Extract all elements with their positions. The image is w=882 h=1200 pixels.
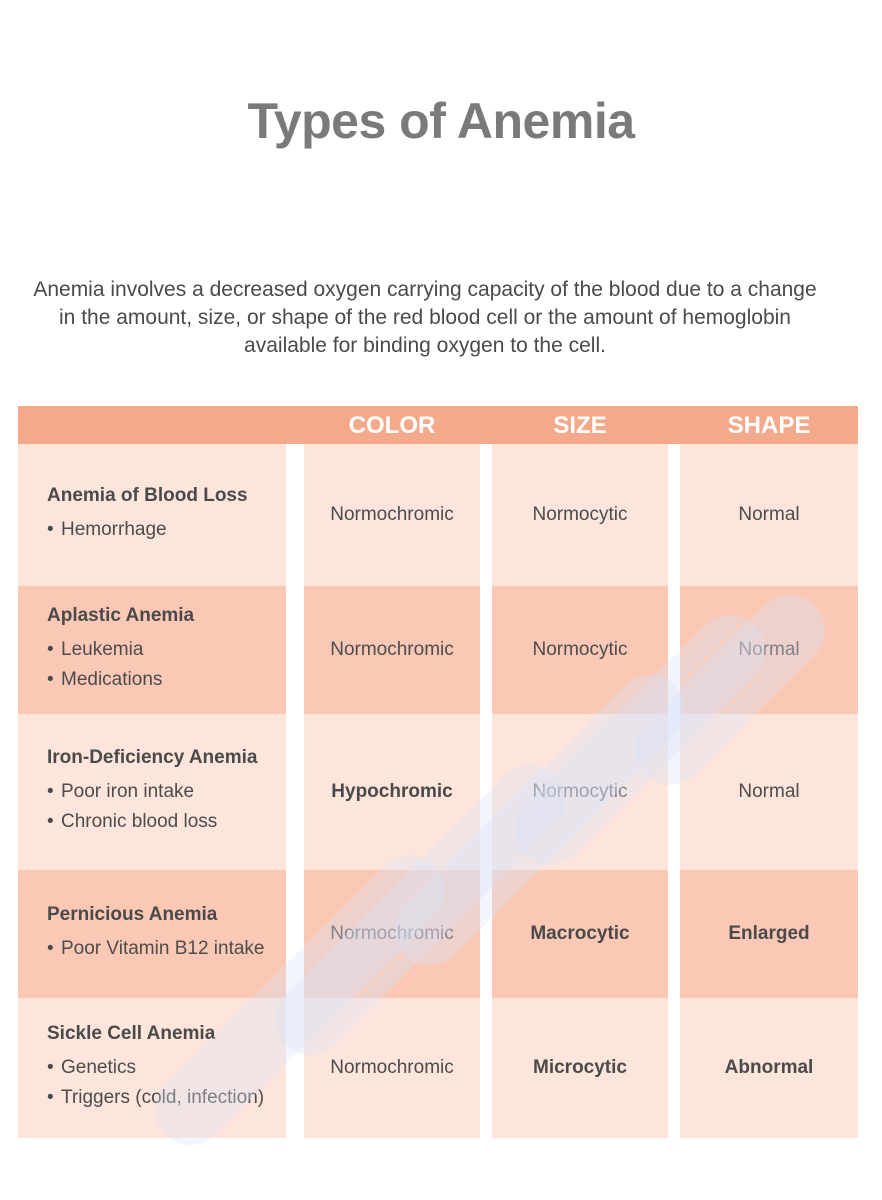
size-cell: Normocytic <box>532 639 628 660</box>
anemia-name: Sickle Cell Anemia <box>47 1023 216 1044</box>
intro-paragraph: Anemia involves a decreased oxygen carrying capacity of the blood due to a change in the amount, size, or shape of the red blood cell or the amount of hemoglobin available for binding oxygen to the cell. <box>33 278 817 357</box>
color-cell: Normochromic <box>330 1057 454 1078</box>
cause-item <box>47 807 286 837</box>
table-row <box>18 444 858 586</box>
cause-item <box>47 515 286 545</box>
cause-text: Medications <box>61 669 163 690</box>
cause-text: Triggers (cold, infection) <box>61 1087 265 1108</box>
table-row <box>18 714 858 870</box>
column-divider <box>286 444 304 1138</box>
cause-text: Hemorrhage <box>61 519 167 540</box>
color-cell: Normochromic <box>330 639 454 660</box>
header-size: SIZE <box>553 412 607 439</box>
bullet-icon: • <box>47 519 54 540</box>
bullet-icon: • <box>47 938 54 959</box>
cause-text: Genetics <box>61 1057 136 1078</box>
anemia-name: Iron-Deficiency Anemia <box>47 747 258 768</box>
bullet-icon: • <box>47 1057 54 1078</box>
anemia-type-cell <box>18 870 286 998</box>
shape-cell: Normal <box>738 781 800 802</box>
anemia-name: Pernicious Anemia <box>47 904 218 925</box>
table-row <box>18 586 858 714</box>
column-divider <box>668 444 680 1138</box>
header-shape: SHAPE <box>727 412 811 439</box>
bullet-icon: • <box>47 811 54 832</box>
bullet-icon: • <box>47 639 54 660</box>
page-title: Types of Anemia <box>247 93 635 149</box>
color-cell: Normochromic <box>330 923 454 944</box>
anemia-table <box>18 406 858 1138</box>
bullet-icon: • <box>47 1087 54 1108</box>
cause-item <box>47 665 286 695</box>
anemia-type-cell <box>18 444 286 586</box>
cause-item <box>47 1083 286 1113</box>
size-cell: Microcytic <box>533 1057 627 1078</box>
size-cell: Macrocytic <box>530 923 630 944</box>
header-color: COLOR <box>348 412 436 439</box>
shape-cell: Enlarged <box>728 923 810 944</box>
column-divider <box>480 444 492 1138</box>
cause-item <box>47 934 286 964</box>
color-cell: Normochromic <box>330 504 454 525</box>
cause-text: Poor iron intake <box>61 781 195 802</box>
cause-text: Leukemia <box>61 639 144 660</box>
anemia-type-cell <box>18 998 286 1138</box>
cause-text: Poor Vitamin B12 intake <box>61 938 265 959</box>
bullet-icon: • <box>47 669 54 690</box>
shape-cell: Abnormal <box>724 1057 814 1078</box>
shape-cell: Normal <box>738 639 800 660</box>
anemia-name: Anemia of Blood Loss <box>47 485 248 506</box>
size-cell: Normocytic <box>532 781 628 802</box>
cause-item <box>47 777 286 807</box>
bullet-icon: • <box>47 781 54 802</box>
anemia-name: Aplastic Anemia <box>47 605 195 626</box>
cause-text: Chronic blood loss <box>61 811 218 832</box>
table-row <box>18 870 858 998</box>
cause-item <box>47 1053 286 1083</box>
table-row <box>18 998 858 1138</box>
color-cell: Hypochromic <box>331 781 453 802</box>
shape-cell: Normal <box>738 504 800 525</box>
anemia-type-cell <box>18 714 286 870</box>
size-cell: Normocytic <box>532 504 628 525</box>
table-header <box>18 406 858 444</box>
cause-item <box>47 635 286 665</box>
anemia-type-cell <box>18 586 286 714</box>
